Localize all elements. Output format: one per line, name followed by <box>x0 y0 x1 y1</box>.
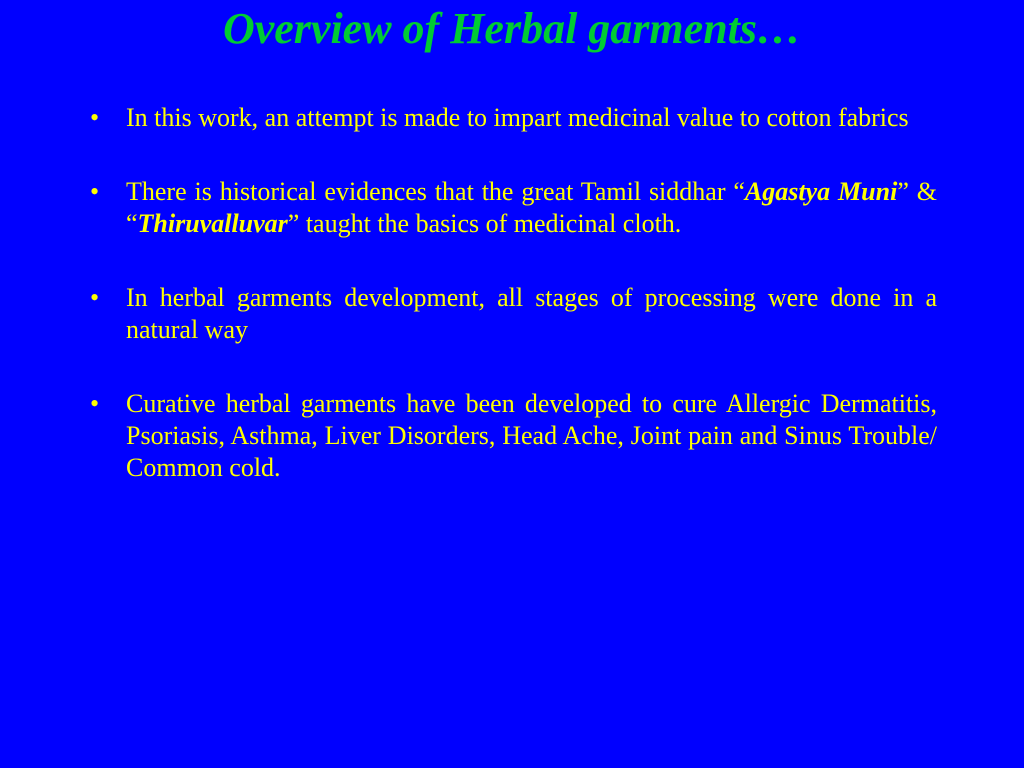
bullet-item-2 <box>90 176 937 240</box>
bullet-text-part: ” taught the basics of medicinal cloth. <box>287 209 682 238</box>
bullet-item-4 <box>90 388 937 484</box>
slide-title: Overview of Herbal garments… <box>222 4 802 53</box>
bullet-text: In herbal garments development, all stages of processing were done in a natural way <box>126 283 937 344</box>
emphasized-name: Thiruvalluvar <box>137 209 288 238</box>
bullet-text: In this work, an attempt is made to impart medicinal value to cotton fabrics <box>126 103 909 132</box>
bullet-item-1 <box>90 102 937 134</box>
bullet-text: Curative herbal garments have been developed to cure Allergic Dermatitis, Psoriasis, Asthma, Liver Disorders, Head Ache, Joint pain and Sinus Trouble/ Common cold. <box>126 389 937 482</box>
bullet-icon: • <box>90 389 100 418</box>
bullet-icon: • <box>90 177 100 206</box>
bullet-text-part: There is historical evidences that the great Tamil siddhar “ <box>126 177 745 206</box>
bullet-icon: • <box>90 283 100 312</box>
bullet-list <box>90 102 937 526</box>
bullet-icon: • <box>90 103 100 132</box>
bullet-item-3 <box>90 282 937 346</box>
emphasized-name: Agastya Muni <box>744 177 898 206</box>
bullet-text-part: ” & “ <box>126 177 937 238</box>
